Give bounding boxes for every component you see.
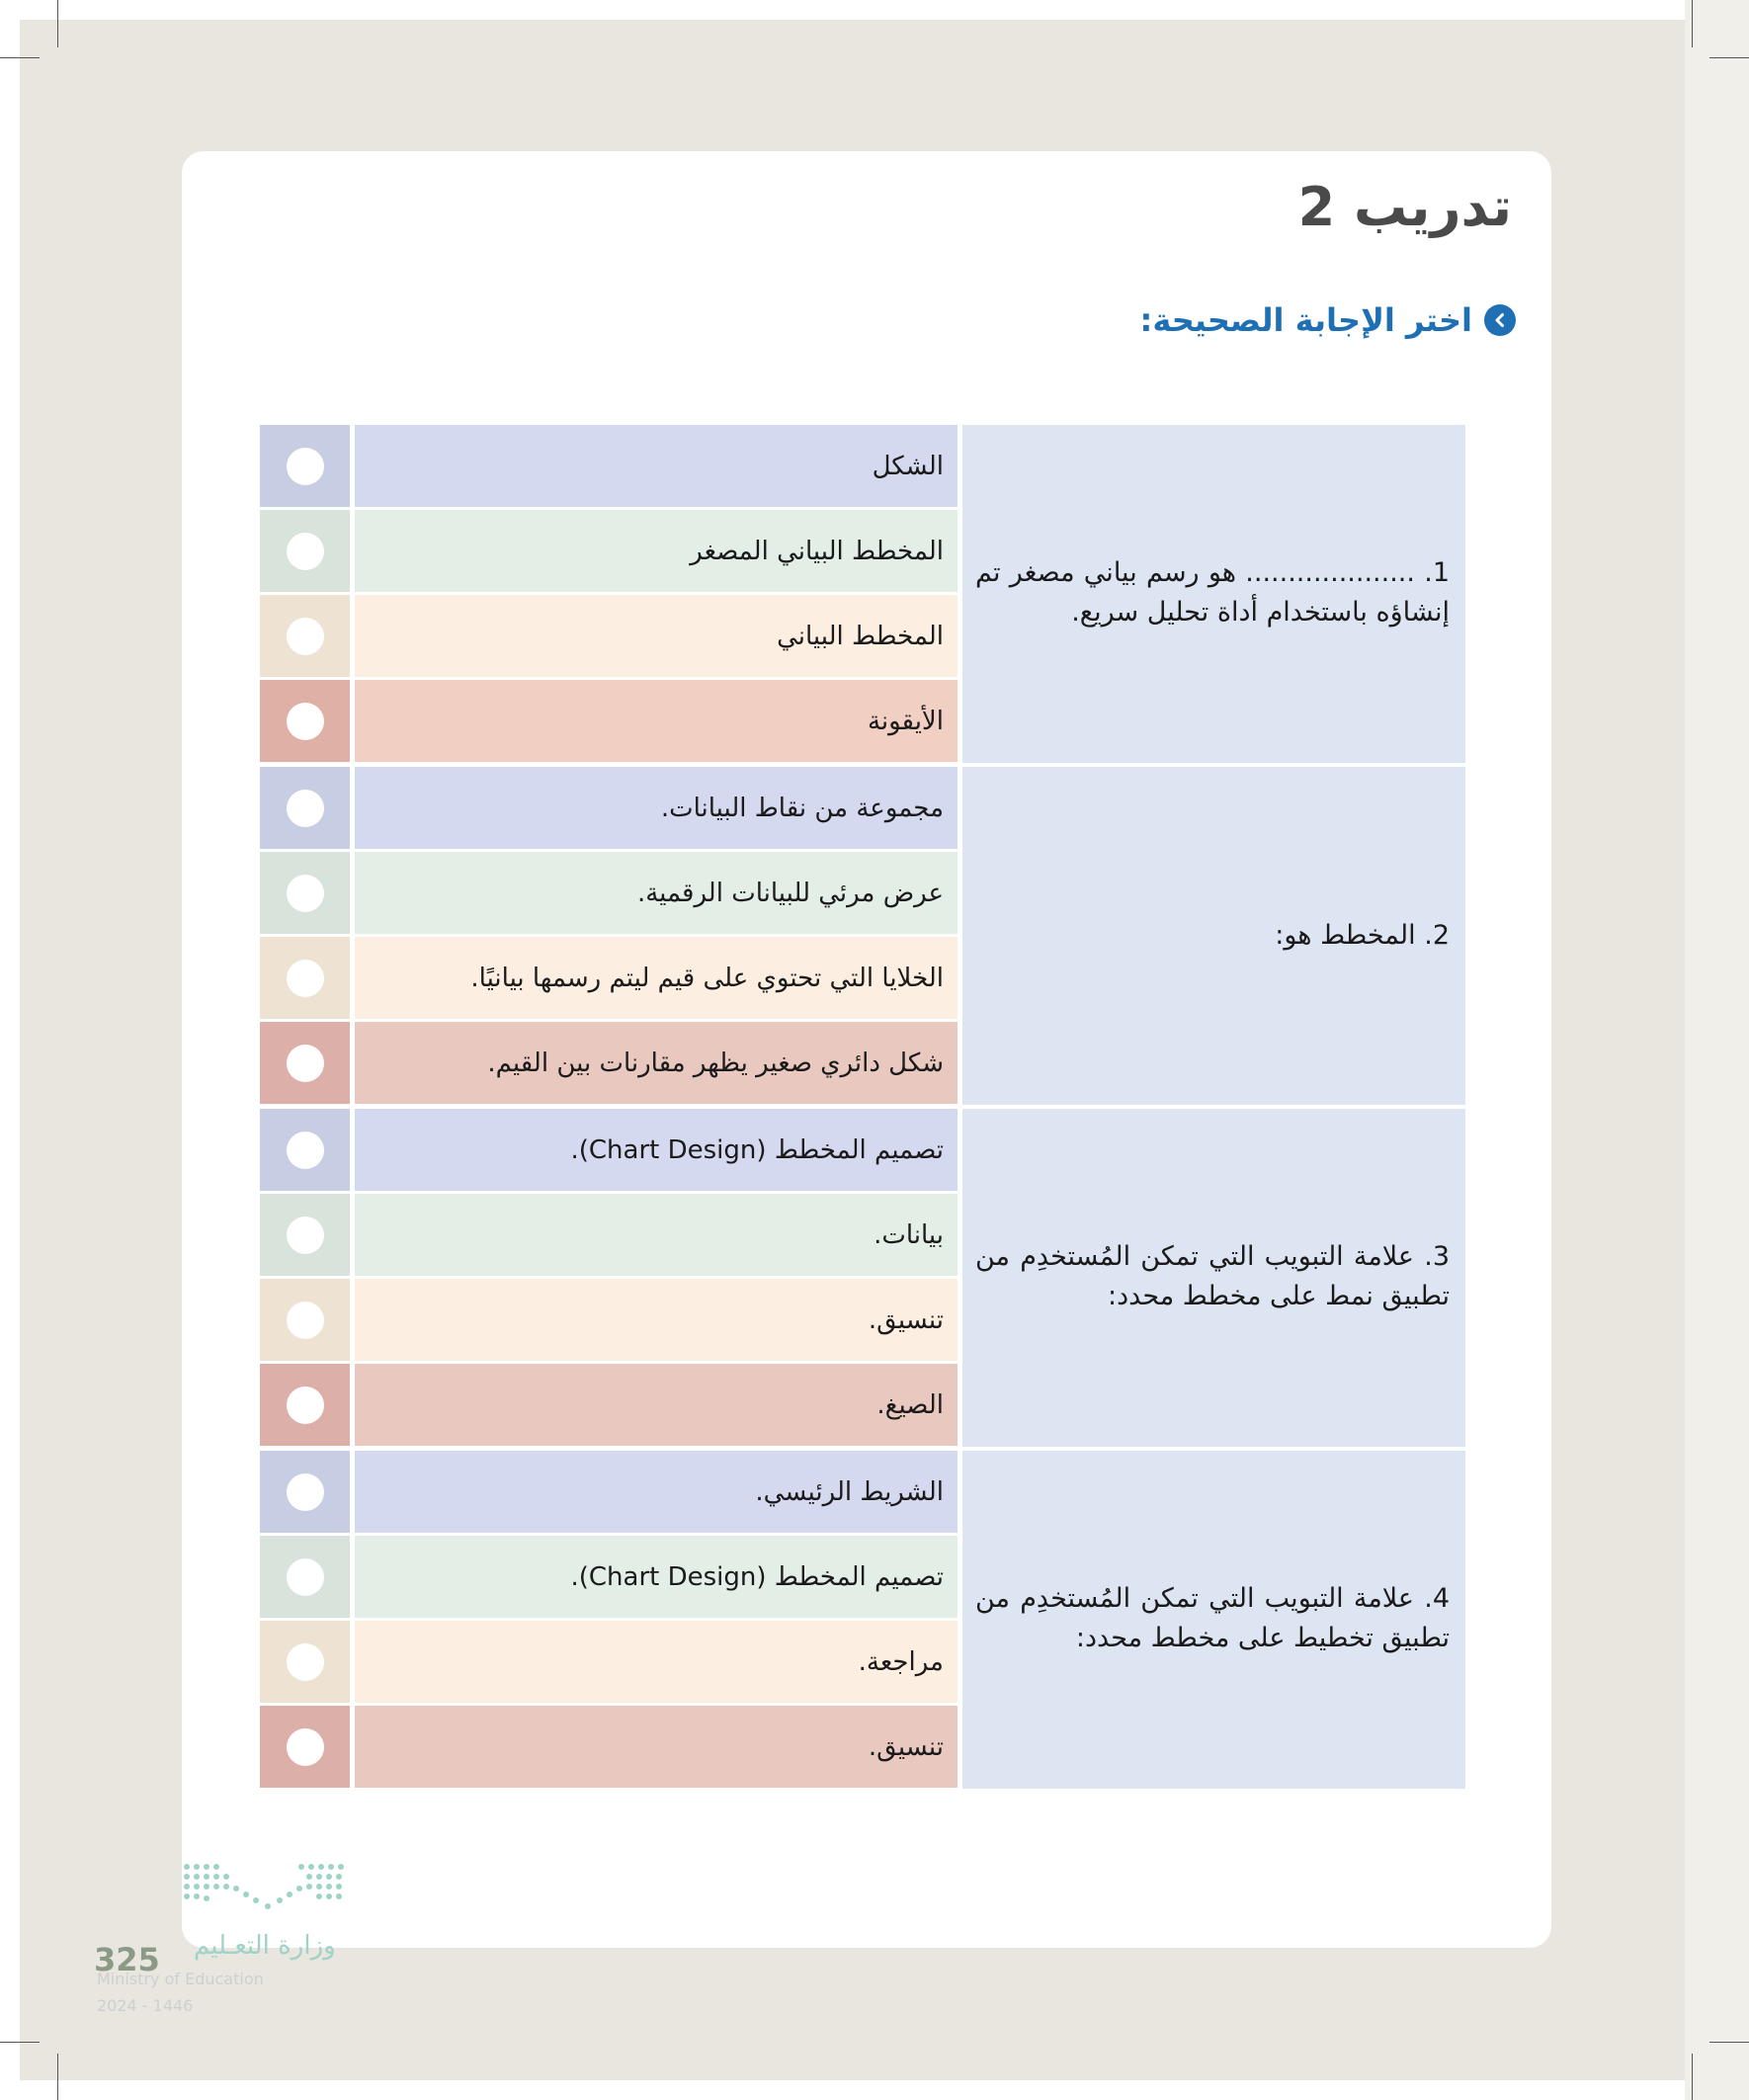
radio-button[interactable] [260, 510, 350, 592]
radio-button[interactable] [260, 1706, 350, 1788]
option-label: تصميم المخطط (Chart Design). [355, 1536, 958, 1618]
radio-button[interactable] [260, 425, 350, 507]
option-row [260, 1536, 958, 1618]
crop-mark [57, 0, 58, 47]
option-row [260, 1364, 958, 1446]
option-row [260, 937, 958, 1019]
option-row [260, 510, 958, 592]
question-cell [962, 767, 1465, 1105]
crop-mark [0, 2042, 40, 2043]
quiz-table [260, 425, 1465, 1793]
option-row [260, 425, 958, 507]
question-text: 2. المخطط هو: [1275, 920, 1450, 951]
page-edge-strip [1685, 0, 1749, 2100]
option-row [260, 1621, 958, 1703]
radio-button[interactable] [260, 1364, 350, 1446]
option-row [260, 595, 958, 677]
option-label: المخطط البياني [355, 595, 958, 677]
question-block [260, 1451, 1465, 1793]
radio-button[interactable] [260, 1279, 350, 1361]
crop-mark [0, 57, 40, 58]
option-label: الصيغ. [355, 1364, 958, 1446]
option-label: مجموعة من نقاط البيانات. [355, 767, 958, 849]
radio-button[interactable] [260, 1109, 350, 1191]
option-row [260, 1194, 958, 1276]
option-label: الشكل [355, 425, 958, 507]
option-label: مراجعة. [355, 1621, 958, 1703]
radio-button[interactable] [260, 1536, 350, 1618]
radio-button[interactable] [260, 595, 350, 677]
question-text: 1. .................... هو رسم بياني مصغر تم إنشاؤه باستخدام أداة تحليل سريع. [975, 557, 1450, 628]
option-label: بيانات. [355, 1194, 958, 1276]
option-row [260, 680, 958, 762]
ministry-logo-icon [183, 1863, 351, 1914]
option-row [260, 1451, 958, 1533]
option-row [260, 1109, 958, 1191]
option-label: المخطط البياني المصغر [355, 510, 958, 592]
ministry-year: 2024 - 1446 [97, 1996, 194, 2015]
radio-button[interactable] [260, 1621, 350, 1703]
option-label: عرض مرئي للبيانات الرقمية. [355, 852, 958, 934]
radio-button[interactable] [260, 680, 350, 762]
question-cell [962, 425, 1465, 763]
option-row [260, 1706, 958, 1788]
question-cell [962, 1451, 1465, 1789]
crop-mark [1692, 0, 1693, 47]
question-block [260, 425, 1465, 767]
option-label: شكل دائري صغير يظهر مقارنات بين القيم. [355, 1022, 958, 1104]
question-block [260, 767, 1465, 1109]
crop-mark [1709, 2042, 1749, 2043]
ministry-name-ar: وزارة التعـليم [194, 1931, 336, 1961]
question-block [260, 1109, 1465, 1451]
question-cell [962, 1109, 1465, 1447]
instruction-text: اختر الإجابة الصحيحة: [1139, 301, 1472, 339]
option-label: الشريط الرئيسي. [355, 1451, 958, 1533]
crop-mark [1709, 57, 1749, 58]
radio-button[interactable] [260, 1022, 350, 1104]
option-row [260, 1279, 958, 1361]
option-label: تنسيق. [355, 1706, 958, 1788]
option-label: تصميم المخطط (Chart Design). [355, 1109, 958, 1191]
option-label: الخلايا التي تحتوي على قيم ليتم رسمها بيانيًا. [355, 937, 958, 1019]
instruction [1140, 301, 1516, 339]
radio-button[interactable] [260, 767, 350, 849]
ministry-name-en: Ministry of Education [97, 1970, 264, 1988]
option-label: تنسيق. [355, 1279, 958, 1361]
radio-button[interactable] [260, 852, 350, 934]
question-text: 4. علامة التبويب التي تمكن المُستخدِم من تطبيق تخطيط على مخطط محدد: [975, 1583, 1450, 1653]
option-label: الأيقونة [355, 680, 958, 762]
option-row [260, 767, 958, 849]
question-text: 3. علامة التبويب التي تمكن المُستخدِم من تطبيق نمط على مخطط محدد: [975, 1241, 1450, 1311]
option-row [260, 1022, 958, 1104]
radio-button[interactable] [260, 1451, 350, 1533]
radio-button[interactable] [260, 1194, 350, 1276]
crop-mark [1692, 2054, 1693, 2100]
page-number: 325 [94, 1941, 160, 1978]
crop-mark [57, 2054, 58, 2100]
page-title: تدريب 2 [1297, 176, 1512, 238]
option-row [260, 852, 958, 934]
chevron-left-icon [1484, 304, 1516, 336]
radio-button[interactable] [260, 937, 350, 1019]
